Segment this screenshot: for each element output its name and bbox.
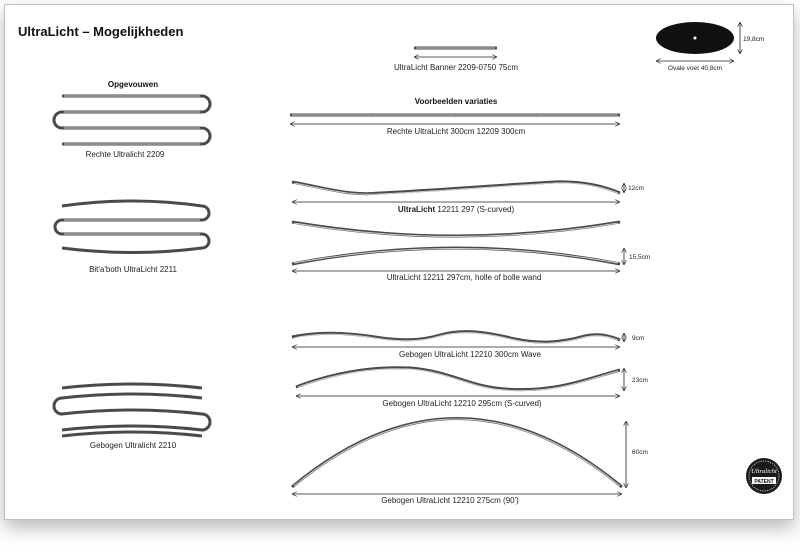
arch-275-diagram xyxy=(292,419,622,488)
oval-foot-center xyxy=(694,37,697,40)
folded-curved-diagram xyxy=(54,384,210,436)
s-curved-295-label: Gebogen UltraLicht 12210 295cm (S-curved) xyxy=(382,399,542,408)
dim-12-label: 12cm xyxy=(628,185,644,192)
oval-height-label: 19,8cm xyxy=(743,36,765,43)
section-folded-header: Opgevouwen xyxy=(107,80,159,89)
folded-curved-label: Gebogen Ultralicht 2210 xyxy=(89,441,177,450)
straight-300-diagram xyxy=(290,113,620,117)
hollow-297-diagram xyxy=(292,222,620,264)
page-title: UltraLicht – Mogelijkheden xyxy=(18,24,184,39)
wave-300-diagram xyxy=(292,332,620,344)
s-curved-297-label: UltraLicht 12211 297 (S-curved) xyxy=(397,205,515,214)
wave-300-label: Gebogen UltraLicht 12210 300cm Wave xyxy=(398,350,542,359)
dim-23-label: 23cm xyxy=(632,377,648,384)
dim-15-5-label: 15,5cm xyxy=(629,254,651,261)
folded-straight-label: Rechte Ultralicht 2209 xyxy=(85,150,165,159)
section-variations-header: Voorbeelden variaties xyxy=(414,97,498,106)
badge-patent-text: PATENT xyxy=(754,478,774,485)
s-curved-297-diagram xyxy=(292,182,620,194)
folded-bitaboth-diagram xyxy=(55,201,209,253)
folded-bitaboth-label: Bit'a'both UltraLicht 2211 xyxy=(89,265,177,274)
patent-badge xyxy=(746,458,782,494)
dim-9-label: 9cm xyxy=(632,335,645,342)
oval-foot-label: Ovale voet 40,8cm xyxy=(667,65,723,72)
s-curved-295-diagram xyxy=(296,368,620,391)
arch-275-label: Gebogen UltraLicht 12210 275cm (90') xyxy=(381,496,519,505)
straight-300-label: Rechte UltraLicht 300cm 12209 300cm xyxy=(386,127,526,136)
folded-straight-diagram xyxy=(54,96,210,144)
dim-60-label: 60cm xyxy=(632,449,648,456)
badge-brand-text: Ultralicht xyxy=(751,468,777,475)
hollow-297-label: UltraLicht 12211 297cm, holle of bolle wand xyxy=(386,273,542,282)
banner-label: UltraLicht Banner 2209-0750 75cm xyxy=(393,63,519,72)
